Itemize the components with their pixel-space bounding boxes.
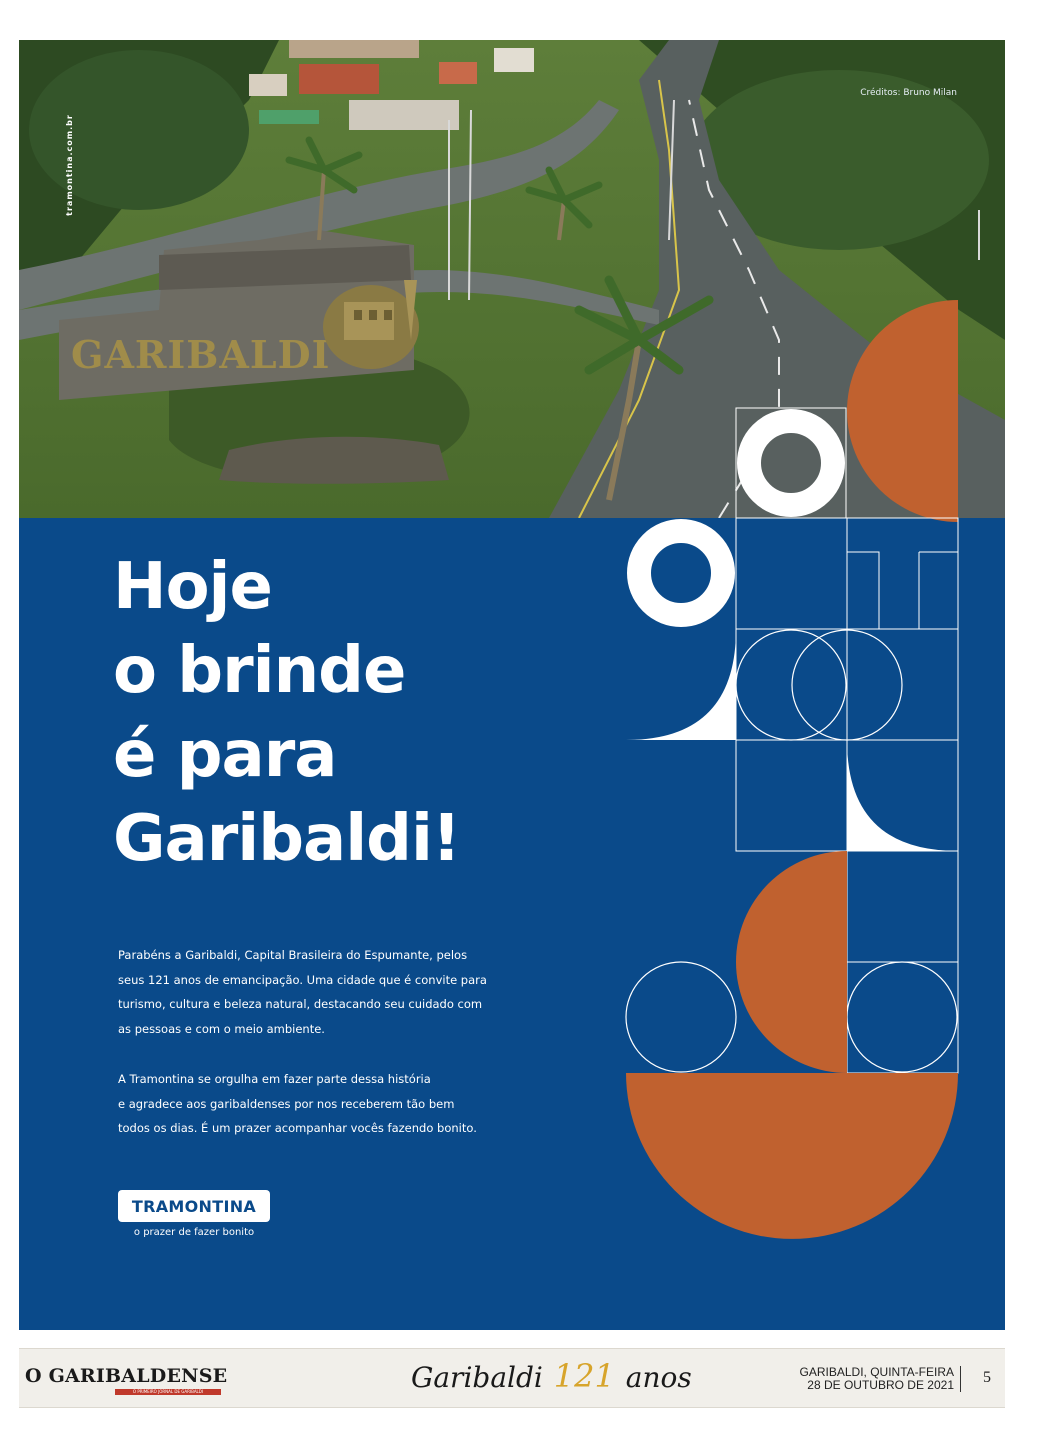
anniversary-number: 121 xyxy=(553,1357,615,1395)
paragraph-tramontina xyxy=(118,1067,538,1141)
tramontina-advertisement xyxy=(19,40,1005,1330)
paragraph-1-line-3: turismo, cultura e beleza natural, destacando seu cuidado com xyxy=(118,997,483,1011)
tramontina-logo-text: TRAMONTINA xyxy=(131,1196,257,1216)
paragraph-congratulations xyxy=(118,943,538,1041)
date-line-2: 28 DE OUTUBRO DE 2021 xyxy=(807,1378,954,1392)
white-quarter-shape-left xyxy=(626,629,736,740)
orange-half-disc-middle xyxy=(736,851,847,1073)
tramontina-logo xyxy=(118,1190,270,1222)
headline-line-1: Hoje xyxy=(113,550,272,624)
page-number: 5 xyxy=(983,1369,991,1386)
paragraph-2-line-2: e agradece aos garibaldenses por nos receberem tão bem xyxy=(118,1096,455,1111)
white-ring-top xyxy=(749,421,833,505)
paragraph-1-line-4: as pessoas e com o meio ambiente. xyxy=(118,1021,325,1036)
white-outline-strips xyxy=(847,552,958,629)
website-url: tramontina.com.br xyxy=(65,114,74,216)
photo-credit: Créditos: Bruno Milan xyxy=(860,88,957,98)
orange-bowl-bottom xyxy=(626,1073,958,1239)
paragraph-1-line-1: Parabéns a Garibaldi, Capital Brasileira do Espumante, pelos xyxy=(118,948,468,962)
orange-half-disc-top xyxy=(847,300,958,522)
headline-line-3: é para xyxy=(113,718,337,792)
anniversary-prefix: Garibaldi xyxy=(411,1361,543,1394)
paragraph-1-line-2: seus 121 anos de emancipação. Uma cidade que é convite para xyxy=(118,972,487,987)
headline xyxy=(113,545,460,881)
paragraph-2-line-1: A Tramontina se orgulha em fazer parte dessa história xyxy=(118,1072,431,1086)
paragraph-2-line-3: todos os dias. É um prazer acompanhar vocês fazendo bonito. xyxy=(118,1121,477,1135)
white-ring-left xyxy=(639,531,723,615)
newspaper-footer xyxy=(19,1348,1005,1408)
headline-line-4: Garibaldi! xyxy=(113,802,461,876)
anniversary-logo xyxy=(411,1357,692,1395)
brand-tagline: o prazer de fazer bonito xyxy=(133,1227,255,1238)
edition-date xyxy=(800,1366,961,1392)
sign-garibaldi-text: GARIBALDI xyxy=(71,332,331,377)
date-line-1: GARIBALDI, QUINTA-FEIRA xyxy=(799,1365,954,1379)
newspaper-subtitle: O PRIMEIRO JORNAL DE GARIBALDI xyxy=(115,1389,221,1395)
headline-line-2: o brinde xyxy=(113,634,406,708)
anniversary-suffix: anos xyxy=(625,1361,692,1394)
newspaper-name: O GARIBALDENSE xyxy=(25,1365,228,1387)
